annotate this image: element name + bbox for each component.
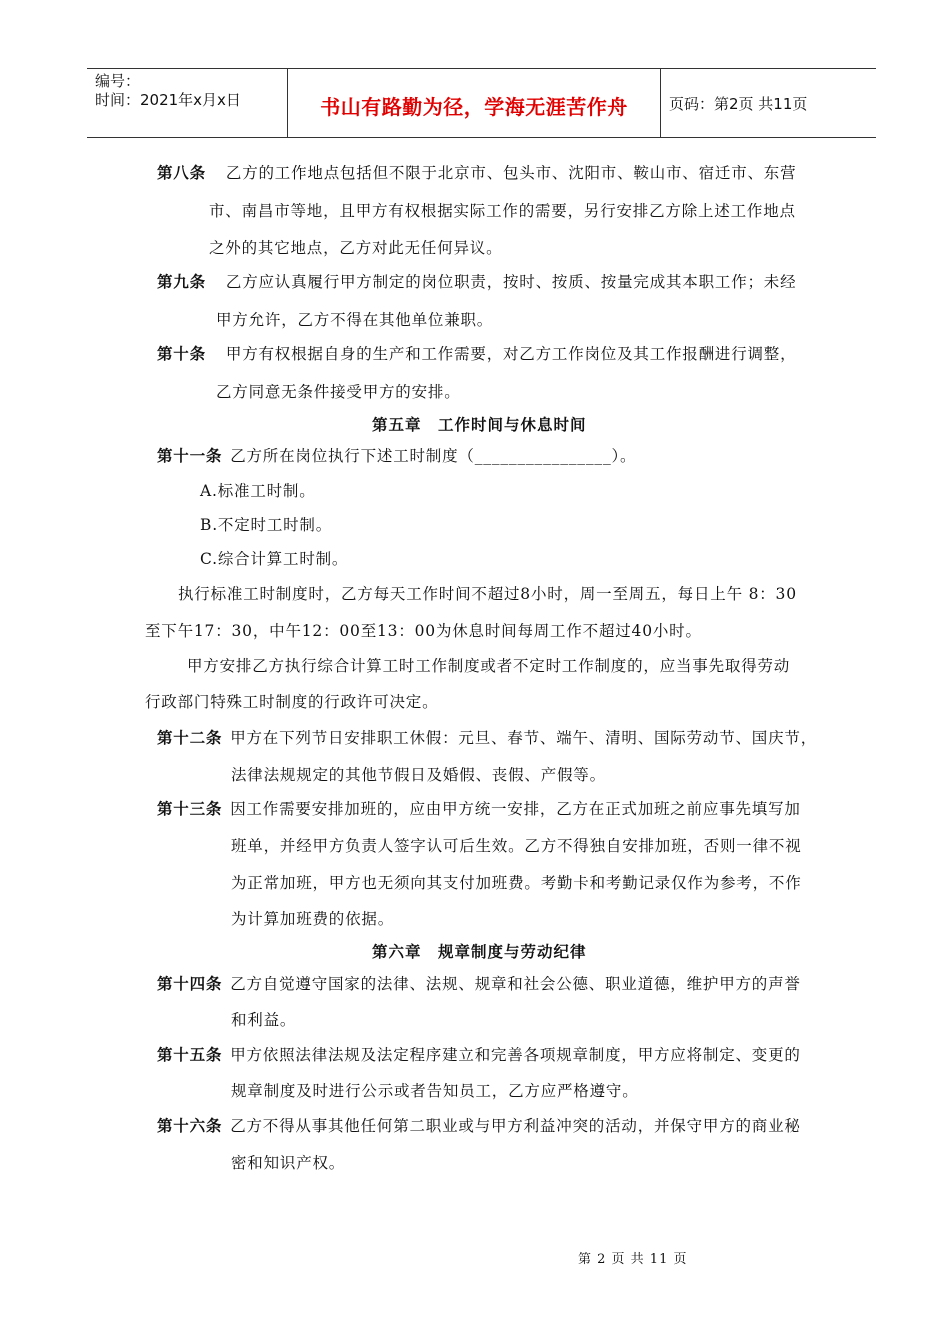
header-motto: 书山有路勤为径，学海无涯苦作舟	[320, 95, 628, 119]
header-divider	[660, 69, 661, 137]
article-8-line-2: 市、南昌市等地，且甲方有权根据实际工作的需要，另行安排乙方除上述工作地点	[209, 202, 796, 220]
article-16-line-1: 第十六条 乙方不得从事其他任何第二职业或与甲方利益冲突的活动，并保守甲方的商业秘	[157, 1117, 801, 1135]
article-11-option-c: C.综合计算工时制。	[200, 550, 349, 568]
article-13-line-2: 班单，并经甲方负责人签字认可后生效。乙方不得独自安排加班，否则一律不视	[231, 837, 802, 855]
article-11-title: 第十一条	[157, 447, 223, 465]
page-header	[87, 68, 876, 138]
chapter-5-heading: 第五章 工作时间与休息时间	[372, 416, 587, 434]
header-page-label: 页码：第2页 共11页	[669, 95, 808, 113]
article-8-title: 第八条	[157, 164, 206, 182]
article-12-line-2: 法律法规规定的其他节假日及婚假、丧假、产假等。	[231, 766, 606, 784]
article-12-title: 第十二条	[157, 729, 223, 747]
doc-number-label: 编号：	[95, 72, 141, 90]
header-divider	[287, 69, 288, 137]
article-11-option-b: B.不定时工时制。	[200, 516, 333, 534]
chapter-6-heading: 第六章 规章制度与劳动纪律	[372, 943, 587, 961]
article-9-line-2: 甲方允许，乙方不得在其他单位兼职。	[216, 311, 494, 329]
article-15-line-2: 规章制度及时进行公示或者告知员工，乙方应严格遵守。	[231, 1082, 639, 1100]
article-9-line-1: 第九条 乙方应认真履行甲方制定的岗位职责，按时、按质、按量完成其本职工作；未经	[157, 273, 797, 291]
article-11-option-a: A.标准工时制。	[200, 482, 316, 500]
article-10-line-2: 乙方同意无条件接受甲方的安排。	[216, 383, 461, 401]
article-14-line-2: 和利益。	[231, 1011, 297, 1029]
article-8-line-3: 之外的其它地点，乙方对此无任何异议。	[209, 239, 503, 257]
article-10-line-1: 第十条 甲方有权根据自身的生产和工作需要，对乙方工作岗位及其工作报酬进行调整，	[157, 345, 797, 363]
article-13-line-3: 为正常加班，甲方也无须向其支付加班费。考勤卡和考勤记录仅作为参考，不作	[231, 874, 802, 892]
special-hours-line-2: 行政部门特殊工时制度的行政许可决定。	[145, 693, 439, 711]
article-11-line-1: 第十一条 乙方所在岗位执行下述工时制度（________________）。	[157, 447, 637, 465]
article-16-line-2: 密和知识产权。	[231, 1154, 346, 1172]
article-14-line-1: 第十四条 乙方自觉遵守国家的法律、法规、规章和社会公德、职业道德，维护甲方的声誉	[157, 975, 801, 993]
article-9-title: 第九条	[157, 273, 206, 291]
article-16-title: 第十六条	[157, 1117, 223, 1135]
article-13-line-1: 第十三条 因工作需要安排加班的，应由甲方统一安排，乙方在正式加班之前应事先填写加	[157, 800, 801, 818]
article-14-title: 第十四条	[157, 975, 223, 993]
article-13-title: 第十三条	[157, 800, 223, 818]
article-15-title: 第十五条	[157, 1046, 223, 1064]
article-8-line-1: 第八条 乙方的工作地点包括但不限于北京市、包头市、沈阳市、鞍山市、宿迁市、东营	[157, 164, 797, 182]
standard-hours-line-1: 执行标准工时制度时，乙方每天工作时间不超过8小时，周一至周五，每日上午 8：30	[178, 585, 797, 603]
article-15-line-1: 第十五条 甲方依照法律法规及法定程序建立和完善各项规章制度，甲方应将制定、变更的	[157, 1046, 801, 1064]
special-hours-line-1: 甲方安排乙方执行综合计算工时工作制度或者不定时工作制度的，应当事先取得劳动	[187, 657, 791, 675]
standard-hours-line-2: 至下午17：30，中午12：00至13：00为休息时间每周工作不超过40小时。	[145, 622, 702, 640]
page-footer: 第 2 页 共 11 页	[578, 1252, 688, 1267]
article-13-line-4: 为计算加班费的依据。	[231, 910, 395, 928]
doc-time-label: 时间：2021年x月x日	[95, 91, 241, 109]
article-10-title: 第十条	[157, 345, 206, 363]
article-12-line-1: 第十二条 甲方在下列节日安排职工休假：元旦、春节、端午、清明、国际劳动节、国庆节，	[157, 729, 818, 747]
